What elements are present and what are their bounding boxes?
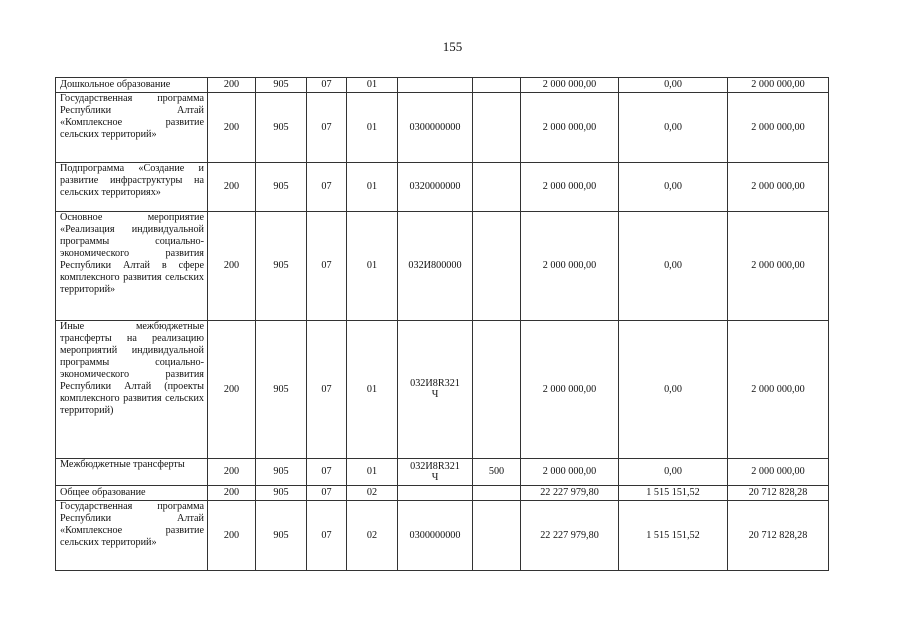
section-code: 07: [307, 486, 347, 501]
regional-amount: 20 712 828,28: [728, 501, 829, 571]
section-code: 07: [307, 78, 347, 93]
row-name: Подпрограмма «Создание и развитие инфраструктуры на сельских территориях»: [56, 163, 208, 212]
expense-code: [473, 486, 521, 501]
total-amount: 2 000 000,00: [521, 212, 619, 321]
ministry-code: 905: [256, 459, 307, 486]
section-code: 07: [307, 321, 347, 459]
ministry-code: 905: [256, 501, 307, 571]
admin-code: 200: [208, 163, 256, 212]
row-name: Общее образование: [56, 486, 208, 501]
subsection-code: 01: [347, 163, 398, 212]
admin-code: 200: [208, 212, 256, 321]
federal-amount: 1 515 151,52: [619, 486, 728, 501]
regional-amount: 2 000 000,00: [728, 212, 829, 321]
target-code: [398, 78, 473, 93]
section-code: 07: [307, 93, 347, 163]
federal-amount: 0,00: [619, 163, 728, 212]
admin-code: 200: [208, 459, 256, 486]
regional-amount: 2 000 000,00: [728, 93, 829, 163]
section-code: 07: [307, 501, 347, 571]
admin-code: 200: [208, 501, 256, 571]
federal-amount: 1 515 151,52: [619, 501, 728, 571]
section-code: 07: [307, 212, 347, 321]
table-row: [56, 212, 829, 321]
target-code: 0300000000: [398, 501, 473, 571]
expense-code: [473, 501, 521, 571]
admin-code: 200: [208, 78, 256, 93]
table-row: [56, 321, 829, 459]
total-amount: 2 000 000,00: [521, 93, 619, 163]
ministry-code: 905: [256, 93, 307, 163]
subsection-code: 02: [347, 501, 398, 571]
expense-code: 500: [473, 459, 521, 486]
ministry-code: 905: [256, 212, 307, 321]
total-amount: 2 000 000,00: [521, 78, 619, 93]
expense-code: [473, 321, 521, 459]
total-amount: 2 000 000,00: [521, 163, 619, 212]
table-row: [56, 163, 829, 212]
federal-amount: 0,00: [619, 321, 728, 459]
ministry-code: 905: [256, 78, 307, 93]
ministry-code: 905: [256, 321, 307, 459]
total-amount: 2 000 000,00: [521, 321, 619, 459]
admin-code: 200: [208, 486, 256, 501]
federal-amount: 0,00: [619, 212, 728, 321]
target-code: [398, 486, 473, 501]
row-name: Иные межбюджетные трансферты на реализацию мероприятий индивидуальной программы социально-экономического развития Республики Алтай (проекты комплексного развития сельских территорий): [56, 321, 208, 459]
subsection-code: 01: [347, 93, 398, 163]
section-code: 07: [307, 459, 347, 486]
row-name: Дошкольное образование: [56, 78, 208, 93]
ministry-code: 905: [256, 486, 307, 501]
admin-code: 200: [208, 321, 256, 459]
expense-code: [473, 163, 521, 212]
subsection-code: 01: [347, 78, 398, 93]
table-row: [56, 501, 829, 571]
row-name: Государственная программа Республики Алтай «Комплексное развитие сельских территорий»: [56, 501, 208, 571]
table-row: [56, 93, 829, 163]
target-code: 032И8R321Ч: [398, 321, 473, 459]
budget-table: [55, 77, 829, 571]
ministry-code: 905: [256, 163, 307, 212]
regional-amount: 2 000 000,00: [728, 163, 829, 212]
row-name: Государственная программа Республики Алтай «Комплексное развитие сельских территорий»: [56, 93, 208, 163]
table-row: [56, 486, 829, 501]
subsection-code: 01: [347, 212, 398, 321]
subsection-code: 02: [347, 486, 398, 501]
subsection-code: 01: [347, 459, 398, 486]
row-name: Основное мероприятие «Реализация индивидуальной программы социально-экономического развития Республики Алтай в сфере комплексного развития сельских территорий»: [56, 212, 208, 321]
total-amount: 22 227 979,80: [521, 486, 619, 501]
expense-code: [473, 212, 521, 321]
section-code: 07: [307, 163, 347, 212]
regional-amount: 20 712 828,28: [728, 486, 829, 501]
regional-amount: 2 000 000,00: [728, 78, 829, 93]
expense-code: [473, 93, 521, 163]
federal-amount: 0,00: [619, 78, 728, 93]
total-amount: 2 000 000,00: [521, 459, 619, 486]
admin-code: 200: [208, 93, 256, 163]
regional-amount: 2 000 000,00: [728, 321, 829, 459]
regional-amount: 2 000 000,00: [728, 459, 829, 486]
target-code: 0320000000: [398, 163, 473, 212]
federal-amount: 0,00: [619, 459, 728, 486]
page-number: 155: [442, 39, 463, 54]
expense-code: [473, 78, 521, 93]
target-code: 032И800000: [398, 212, 473, 321]
total-amount: 22 227 979,80: [521, 501, 619, 571]
target-code: 032И8R321Ч: [398, 459, 473, 486]
row-name: Межбюджетные трансферты: [56, 459, 208, 486]
table-row: [56, 78, 829, 93]
table-row: [56, 459, 829, 486]
federal-amount: 0,00: [619, 93, 728, 163]
subsection-code: 01: [347, 321, 398, 459]
target-code: 0300000000: [398, 93, 473, 163]
